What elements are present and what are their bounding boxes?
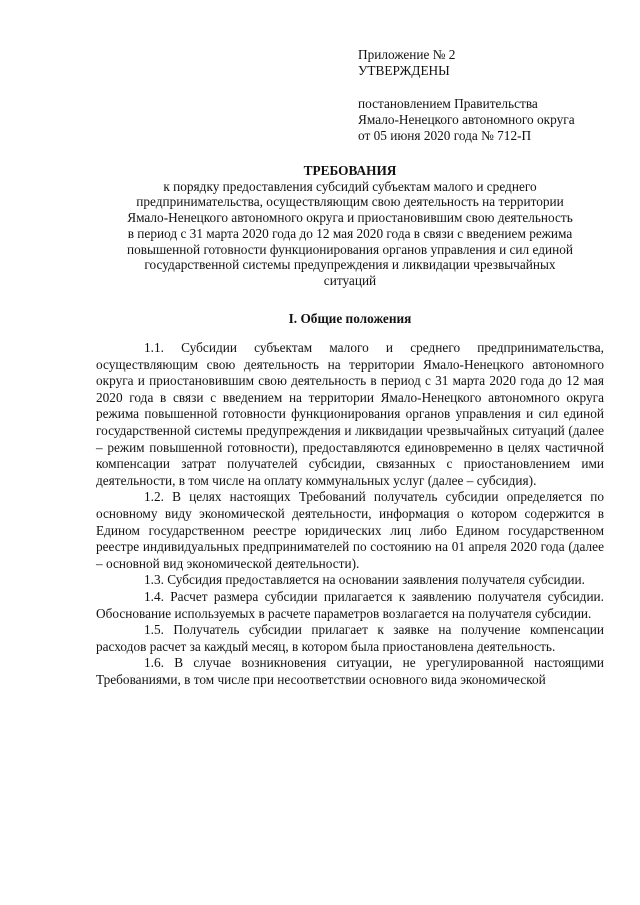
approval-line-2: Ямало-Ненецкого автономного округа <box>358 112 575 127</box>
paragraph-1-4: 1.4. Расчет размера субсидии прилагается к заявлению получателя субсидии. Обоснование используемых в расчете параметров возлагается на получателя субсидии. <box>96 588 604 621</box>
section-heading: I. Общие положения <box>288 311 412 326</box>
title-line: к порядку предоставления субсидий субъектам малого и среднего <box>163 178 537 194</box>
paragraph-1-2: 1.2. В целях настоящих Требований получатель субсидии определяется по основному виду экономической деятельности, информация о котором содержится в Едином государственном реестре юридических лиц либо Едином государственном реестре индивидуальных предпринимателей по состоянию на 01 апреля 2020 года (далее – основной вид экономической деятельности). <box>96 489 604 571</box>
title-heading: ТРЕБОВАНИЯ <box>303 163 397 178</box>
approved-label: УТВЕРЖДЕНЫ <box>358 63 450 78</box>
title-line: ситуаций <box>323 272 377 288</box>
title-line: предпринимательства, осуществляющим свою деятельность на территории <box>136 194 564 210</box>
paragraph-1-3: 1.3. Субсидия предоставляется на основании заявления получателя субсидии. <box>144 572 585 588</box>
approval-stamp <box>358 47 608 144</box>
paragraph-1-1: 1.1. Субсидии субъектам малого и среднего предпринимательства, осуществляющим свою деятельность на территории Ямало-Ненецкого автономного округа и приостановившим свою деятельность в период с 31 марта 2020 года до 12 мая 2020 года в связи с введением на территории Ямало-Ненецкого автономного округа режима повышенной готовности функционирования органов управления и сил единой государственной системы предупреждения и ликвидации чрезвычайных ситуаций (далее – режим повышенной готовности), предоставляются единовременно в целях частичной компенсации затрат получателей субсидии, связанных с приостановлением ими деятельности, в том числе на оплату коммунальных услуг (далее – субсидия). <box>96 340 604 488</box>
approval-line-1: постановлением Правительства <box>358 96 538 111</box>
appendix-number: Приложение № 2 <box>358 47 456 62</box>
document-body <box>96 340 604 688</box>
approval-line-3: от 05 июня 2020 года № 712-П <box>358 128 532 143</box>
title-line: государственной системы предупреждения и ликвидации чрезвычайных <box>144 257 556 273</box>
title-line: в период с 31 марта 2020 года до 12 мая 2020 года в связи с введением режима <box>127 225 573 241</box>
document-title <box>96 163 604 289</box>
paragraph-1-6: 1.6. В случае возникновения ситуации, не урегулированной настоящими Требованиями, в том числе при несоответствии основного вида экономической <box>96 655 604 687</box>
title-line: повышенной готовности функционирования органов управления и сил единой <box>127 241 573 257</box>
title-line: Ямало-Ненецкого автономного округа и приостановившим свою деятельность <box>127 210 573 226</box>
spacer <box>358 79 608 96</box>
paragraph-1-5: 1.5. Получатель субсидии прилагает к заявке на получение компенсации расходов расчет за каждый месяц, в котором была приостановлена деятельность. <box>96 622 604 654</box>
